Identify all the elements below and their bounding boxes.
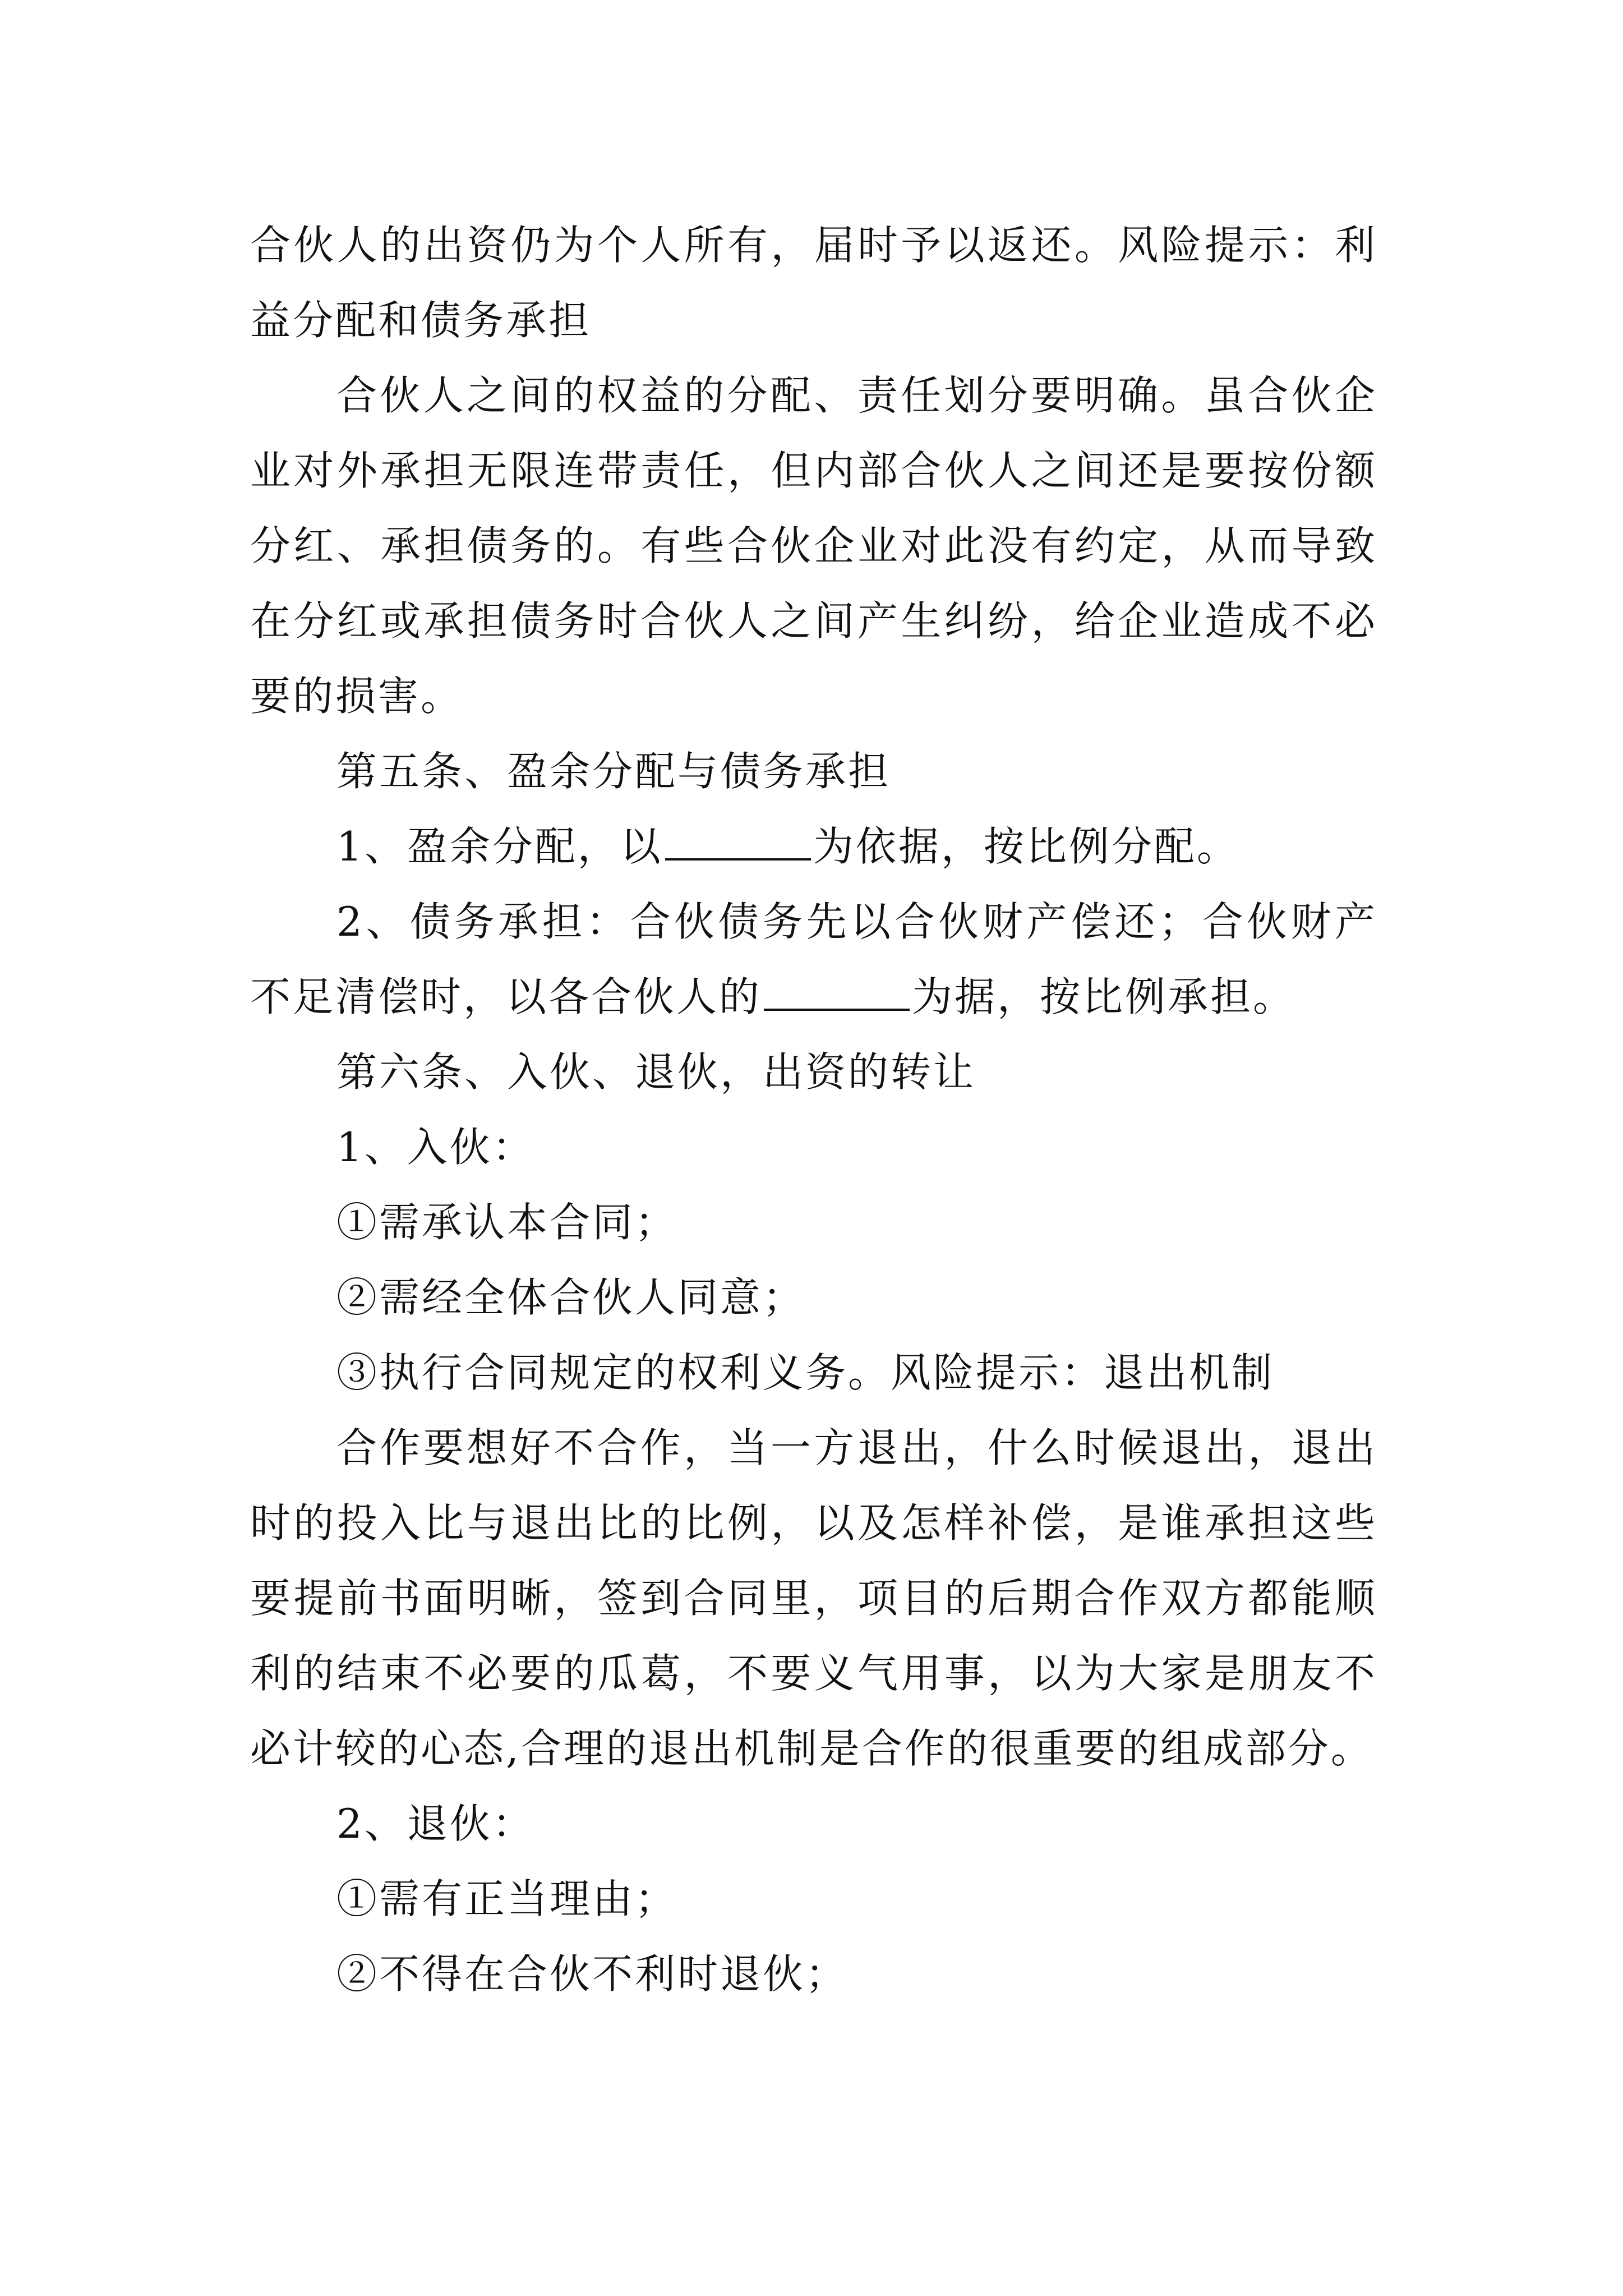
- debt-bearing-clause: [250, 884, 1377, 1034]
- withdraw-heading: [250, 1786, 1377, 1861]
- paragraph-text: 1、入伙：: [336, 1124, 535, 1171]
- article-5-heading: [250, 734, 1377, 809]
- withdraw-item-2: [250, 1936, 1377, 2012]
- paragraph-text: 2、退伙：: [336, 1800, 535, 1847]
- document-body: [250, 208, 1377, 2012]
- paragraph-text: 合作要想好不合作，当一方退出，什么时候退出，退出时的投入比与退出比的比例，以及怎样补偿，是谁承担这些要提前书面明晰，签到合同里，项目的后期合作双方都能顺利的结束不必要的瓜葛，不要义气用事，以为大家是朋友不必计较的心态,合理的退出机制是合作的很重要的组成部分。: [250, 1424, 1377, 1772]
- paragraph-text: ③执行合同规定的权利义务。风险提示：退出机制: [336, 1349, 1275, 1396]
- paragraph-text: 为据，按比例承担。: [912, 973, 1296, 1020]
- paragraph-text: 合伙人的出资仍为个人所有，届时予以返还。风险提示：利益分配和债务承担: [250, 222, 1377, 344]
- join-item-1: [250, 1185, 1377, 1260]
- paragraph-text: ①需有正当理由；: [336, 1875, 678, 1922]
- join-item-3: [250, 1335, 1377, 1410]
- fill-in-blank: [764, 973, 910, 1011]
- fill-in-blank: [665, 822, 811, 861]
- paragraph-1: [250, 208, 1377, 358]
- join-item-2: [250, 1260, 1377, 1335]
- paragraph-text: ②不得在合伙不利时退伙；: [336, 1950, 849, 1998]
- withdraw-item-1: [250, 1861, 1377, 1936]
- paragraph-text: 第六条、入伙、退伙，出资的转让: [336, 1048, 976, 1096]
- article-6-heading: [250, 1034, 1377, 1110]
- paragraph-text: 为依据，按比例分配。: [813, 823, 1239, 870]
- paragraph-text: 第五条、盈余分配与债务承担: [336, 748, 891, 795]
- paragraph-text: 合伙人之间的权益的分配、责任划分要明确。虽合伙企业对外承担无限连带责任，但内部合伙人之间还是要按份额分红、承担债务的。有些合伙企业对此没有约定，从而导致在分红或承担债务时合伙人之间产生纠纷，给企业造成不必要的损害。: [250, 372, 1377, 720]
- paragraph-2: [250, 358, 1377, 734]
- exit-mechanism-paragraph: [250, 1410, 1377, 1786]
- paragraph-text: ②需经全体合伙人同意；: [336, 1274, 806, 1321]
- paragraph-text: 1、盈余分配，以: [336, 823, 663, 870]
- paragraph-text: ①需承认本合同；: [336, 1199, 678, 1246]
- join-heading: [250, 1110, 1377, 1185]
- profit-distribution-clause: [250, 809, 1377, 884]
- paragraph-text: 2、债务承担：合伙债务先以合伙财产偿还；合伙财产不足清偿时，以各合伙人的: [250, 898, 1377, 1020]
